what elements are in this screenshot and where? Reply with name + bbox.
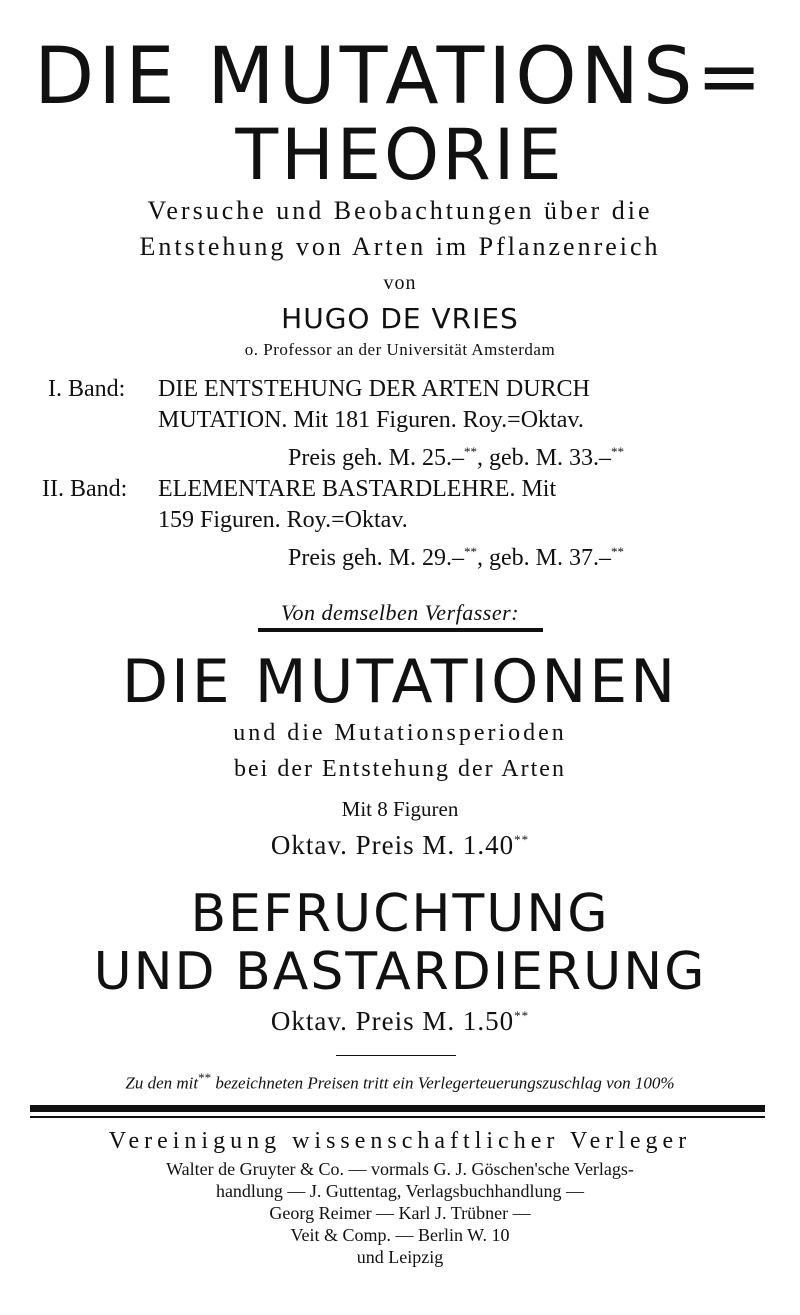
publisher-name: Vereinigung wissenschaftlicher Verleger [108, 1128, 692, 1154]
book2-price [0, 830, 800, 861]
author-affiliation: o. Professor an der Universität Amsterdam [244, 340, 556, 359]
publisher-line6: und Leipzig [356, 1247, 444, 1267]
heading-underline [258, 628, 543, 632]
volume-2-title-line2: 159 Figuren. Roy.=Oktav. [158, 507, 408, 533]
book3-title-line1: BEFRUCHTUNG [190, 884, 610, 944]
volume-2-title-line1: ELEMENTARE BASTARDLEHRE. Mit [158, 476, 557, 502]
publisher-line5: Veit & Comp. — Berlin W. 10 [290, 1225, 510, 1245]
footnote-before: Zu den mit [125, 1073, 199, 1093]
volume-2-price-bound: , geb. M. 37.– [477, 545, 611, 571]
volume-1 [30, 374, 775, 474]
volume-1-price-bound: , geb. M. 33.– [477, 445, 611, 471]
short-divider [336, 1055, 456, 1056]
volume-1-price [288, 436, 624, 474]
volume-2-label: II. Band: [42, 476, 128, 502]
book2-title: DIE MUTATIONEN [121, 647, 679, 717]
subtitle-line1: Versuche und Beobachtungen über die [147, 196, 653, 225]
volume-2 [30, 474, 775, 574]
footnote [0, 1070, 800, 1094]
volume-2-price-mark-a: ** [464, 544, 477, 559]
book3-title-line2: UND BASTARDIERUNG [93, 942, 707, 1002]
book3-price [0, 1006, 800, 1037]
volume-1-price-paper: Preis geh. M. 25.– [288, 445, 464, 471]
publisher-line2: Walter de Gruyter & Co. — vormals G. J. Göschen'sche Verlags- [166, 1159, 634, 1179]
main-title-line2: THEORIE [235, 114, 565, 196]
book3-price-text: Oktav. Preis M. 1.50 [270, 1006, 515, 1036]
volume-2-price-paper: Preis geh. M. 29.– [288, 545, 464, 571]
same-author-heading: Von demselben Verfasser: [280, 600, 520, 625]
book2-price-text: Oktav. Preis M. 1.40 [270, 830, 515, 860]
volume-1-price-mark-b: ** [611, 444, 624, 459]
book2-subtitle-line2: bei der Entstehung der Arten [234, 756, 566, 782]
book3-price-mark: ** [514, 1008, 530, 1023]
author-name: HUGO DE VRIES [281, 302, 519, 335]
subtitle-line2: Entstehung von Arten im Pflanzenreich [139, 232, 661, 261]
book2-price-mark: ** [514, 832, 530, 847]
footnote-mark: ** [198, 1070, 212, 1085]
thick-divider [30, 1105, 765, 1112]
main-title-line1: DIE MUTATIONS= [34, 32, 766, 122]
publisher-line3: handlung — J. Guttentag, Verlagsbuchhandlung — [215, 1181, 585, 1201]
volume-2-price [288, 536, 624, 574]
thin-divider [30, 1116, 765, 1118]
volume-1-price-mark-a: ** [464, 444, 477, 459]
footnote-after: bezeichneten Preisen tritt ein Verlegerteuerungszuschlag von 100% [211, 1073, 675, 1093]
by-label: von [383, 272, 417, 294]
volume-1-label: I. Band: [48, 376, 126, 402]
volume-1-title-line1: DIE ENTSTEHUNG DER ARTEN DURCH [158, 376, 590, 402]
volume-1-title-line2: MUTATION. Mit 181 Figuren. Roy.=Oktav. [158, 407, 584, 433]
book2-figures: Mit 8 Figuren [341, 797, 459, 821]
publisher-line4: Georg Reimer — Karl J. Trübner — [269, 1203, 531, 1223]
book2-subtitle-line1: und die Mutationsperioden [233, 720, 567, 746]
volume-2-price-mark-b: ** [611, 544, 624, 559]
